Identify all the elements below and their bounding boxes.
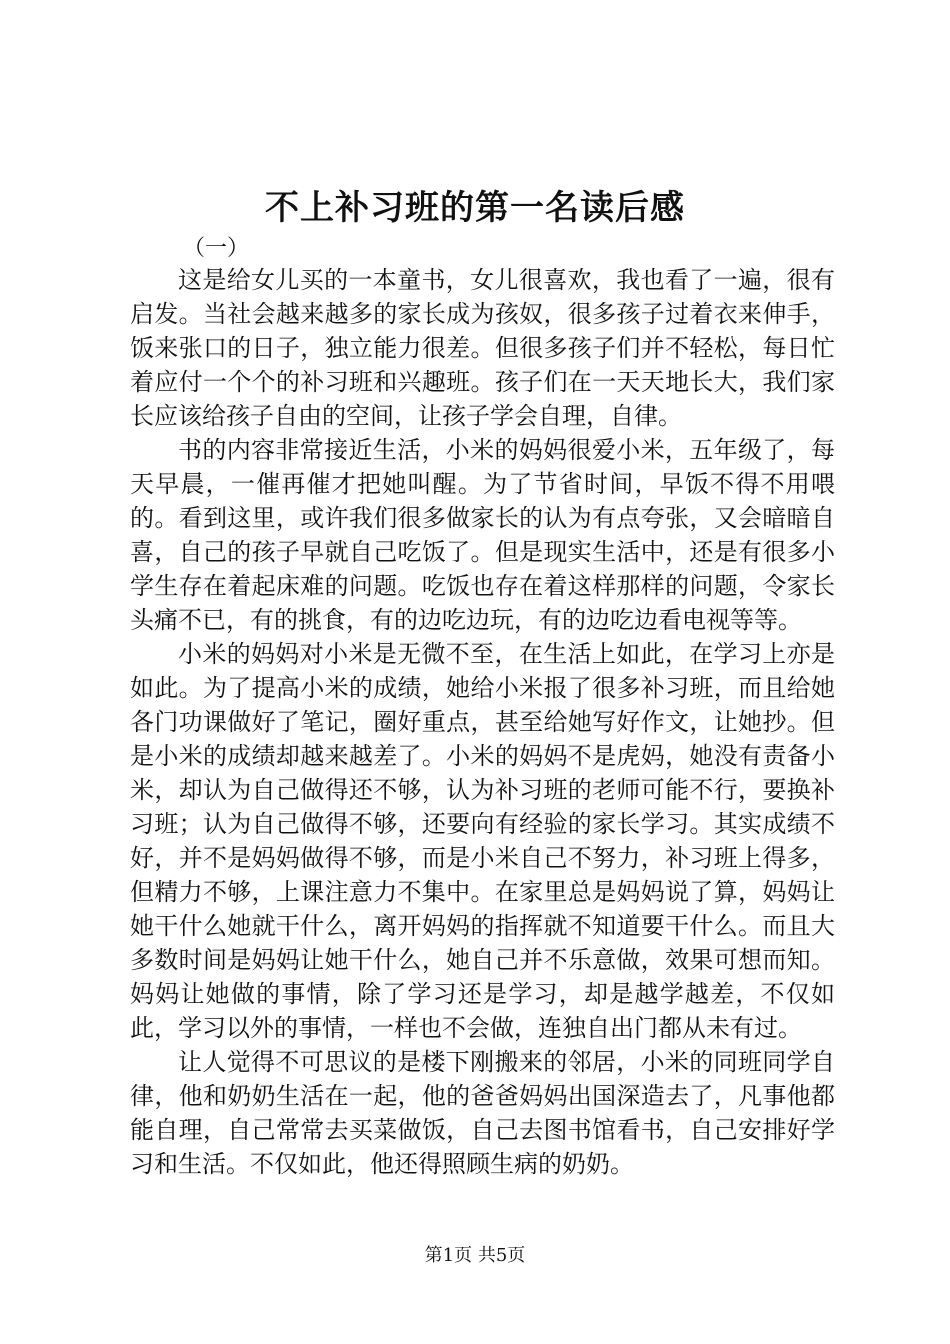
section-label: （一） — [183, 236, 250, 261]
paragraph-4: 让人觉得不可思议的是楼下刚搬来的邻居，小米的同班同学自律，他和奶奶生活在一起，他的爸爸妈妈出国深造去了，凡事他都能自理，自己常常去买菜做饭，自己去图书馆看书，自己安排好学习和生活。不仅如此，他还得照顾生病的奶奶。 — [130, 1048, 835, 1178]
page-footer: 第1页 共5页 — [424, 1245, 526, 1266]
document-title: 不上补习班的第一名读后感 — [265, 188, 685, 228]
paragraph-2: 书的内容非常接近生活，小米的妈妈很爱小米，五年级了，每天早晨，一催再催才把她叫醒。为了节省时间，早饭不得不用喂的。看到这里，或许我们很多做家长的认为有点夸张，又会暗暗自喜，自己的孩子早就自己吃饭了。但是现实生活中，还是有很多小学生存在着起床难的问题。吃饭也存在着这样那样的问题，令家长头痛不已，有的挑食，有的边吃边玩，有的边吃边看电视等等。 — [130, 436, 835, 634]
document-body — [130, 263, 835, 1181]
paragraph-3: 小米的妈妈对小米是无微不至，在生活上如此，在学习上亦是如此。为了提高小米的成绩，她给小米报了很多补习班，而且给她各门功课做好了笔记，圈好重点，甚至给她写好作文，让她抄。但是小米的成绩却越来越差了。小米的妈妈不是虎妈，她没有责备小米，却认为自己做得还不够，认为补习班的老师可能不行，要换补习班；认为自己做得不够，还要向有经验的家长学习。其实成绩不好，并不是妈妈做得不够，而是小米自己不努力，补习班上得多，但精力不够，上课注意力不集中。在家里总是妈妈说了算，妈妈让她干什么她就干什么，离开妈妈的指挥就不知道要干什么。而且大多数时间是妈妈让她干什么，她自己并不乐意做，效果可想而知。妈妈让她做的事情，除了学习还是学习，却是越学越差，不仅如此，学习以外的事情，一样也不会做，连独自出门都从未有过。 — [130, 640, 835, 1042]
paragraph-1: 这是给女儿买的一本童书，女儿很喜欢，我也看了一遍，很有启发。当社会越来越多的家长成为孩奴，很多孩子过着衣来伸手，饭来张口的日子，独立能力很差。但很多孩子们并不轻松，每日忙着应付一个个的补习班和兴趣班。孩子们在一天天地长大，我们家长应该给孩子自由的空间，让孩子学会自理，自律。 — [130, 266, 835, 430]
